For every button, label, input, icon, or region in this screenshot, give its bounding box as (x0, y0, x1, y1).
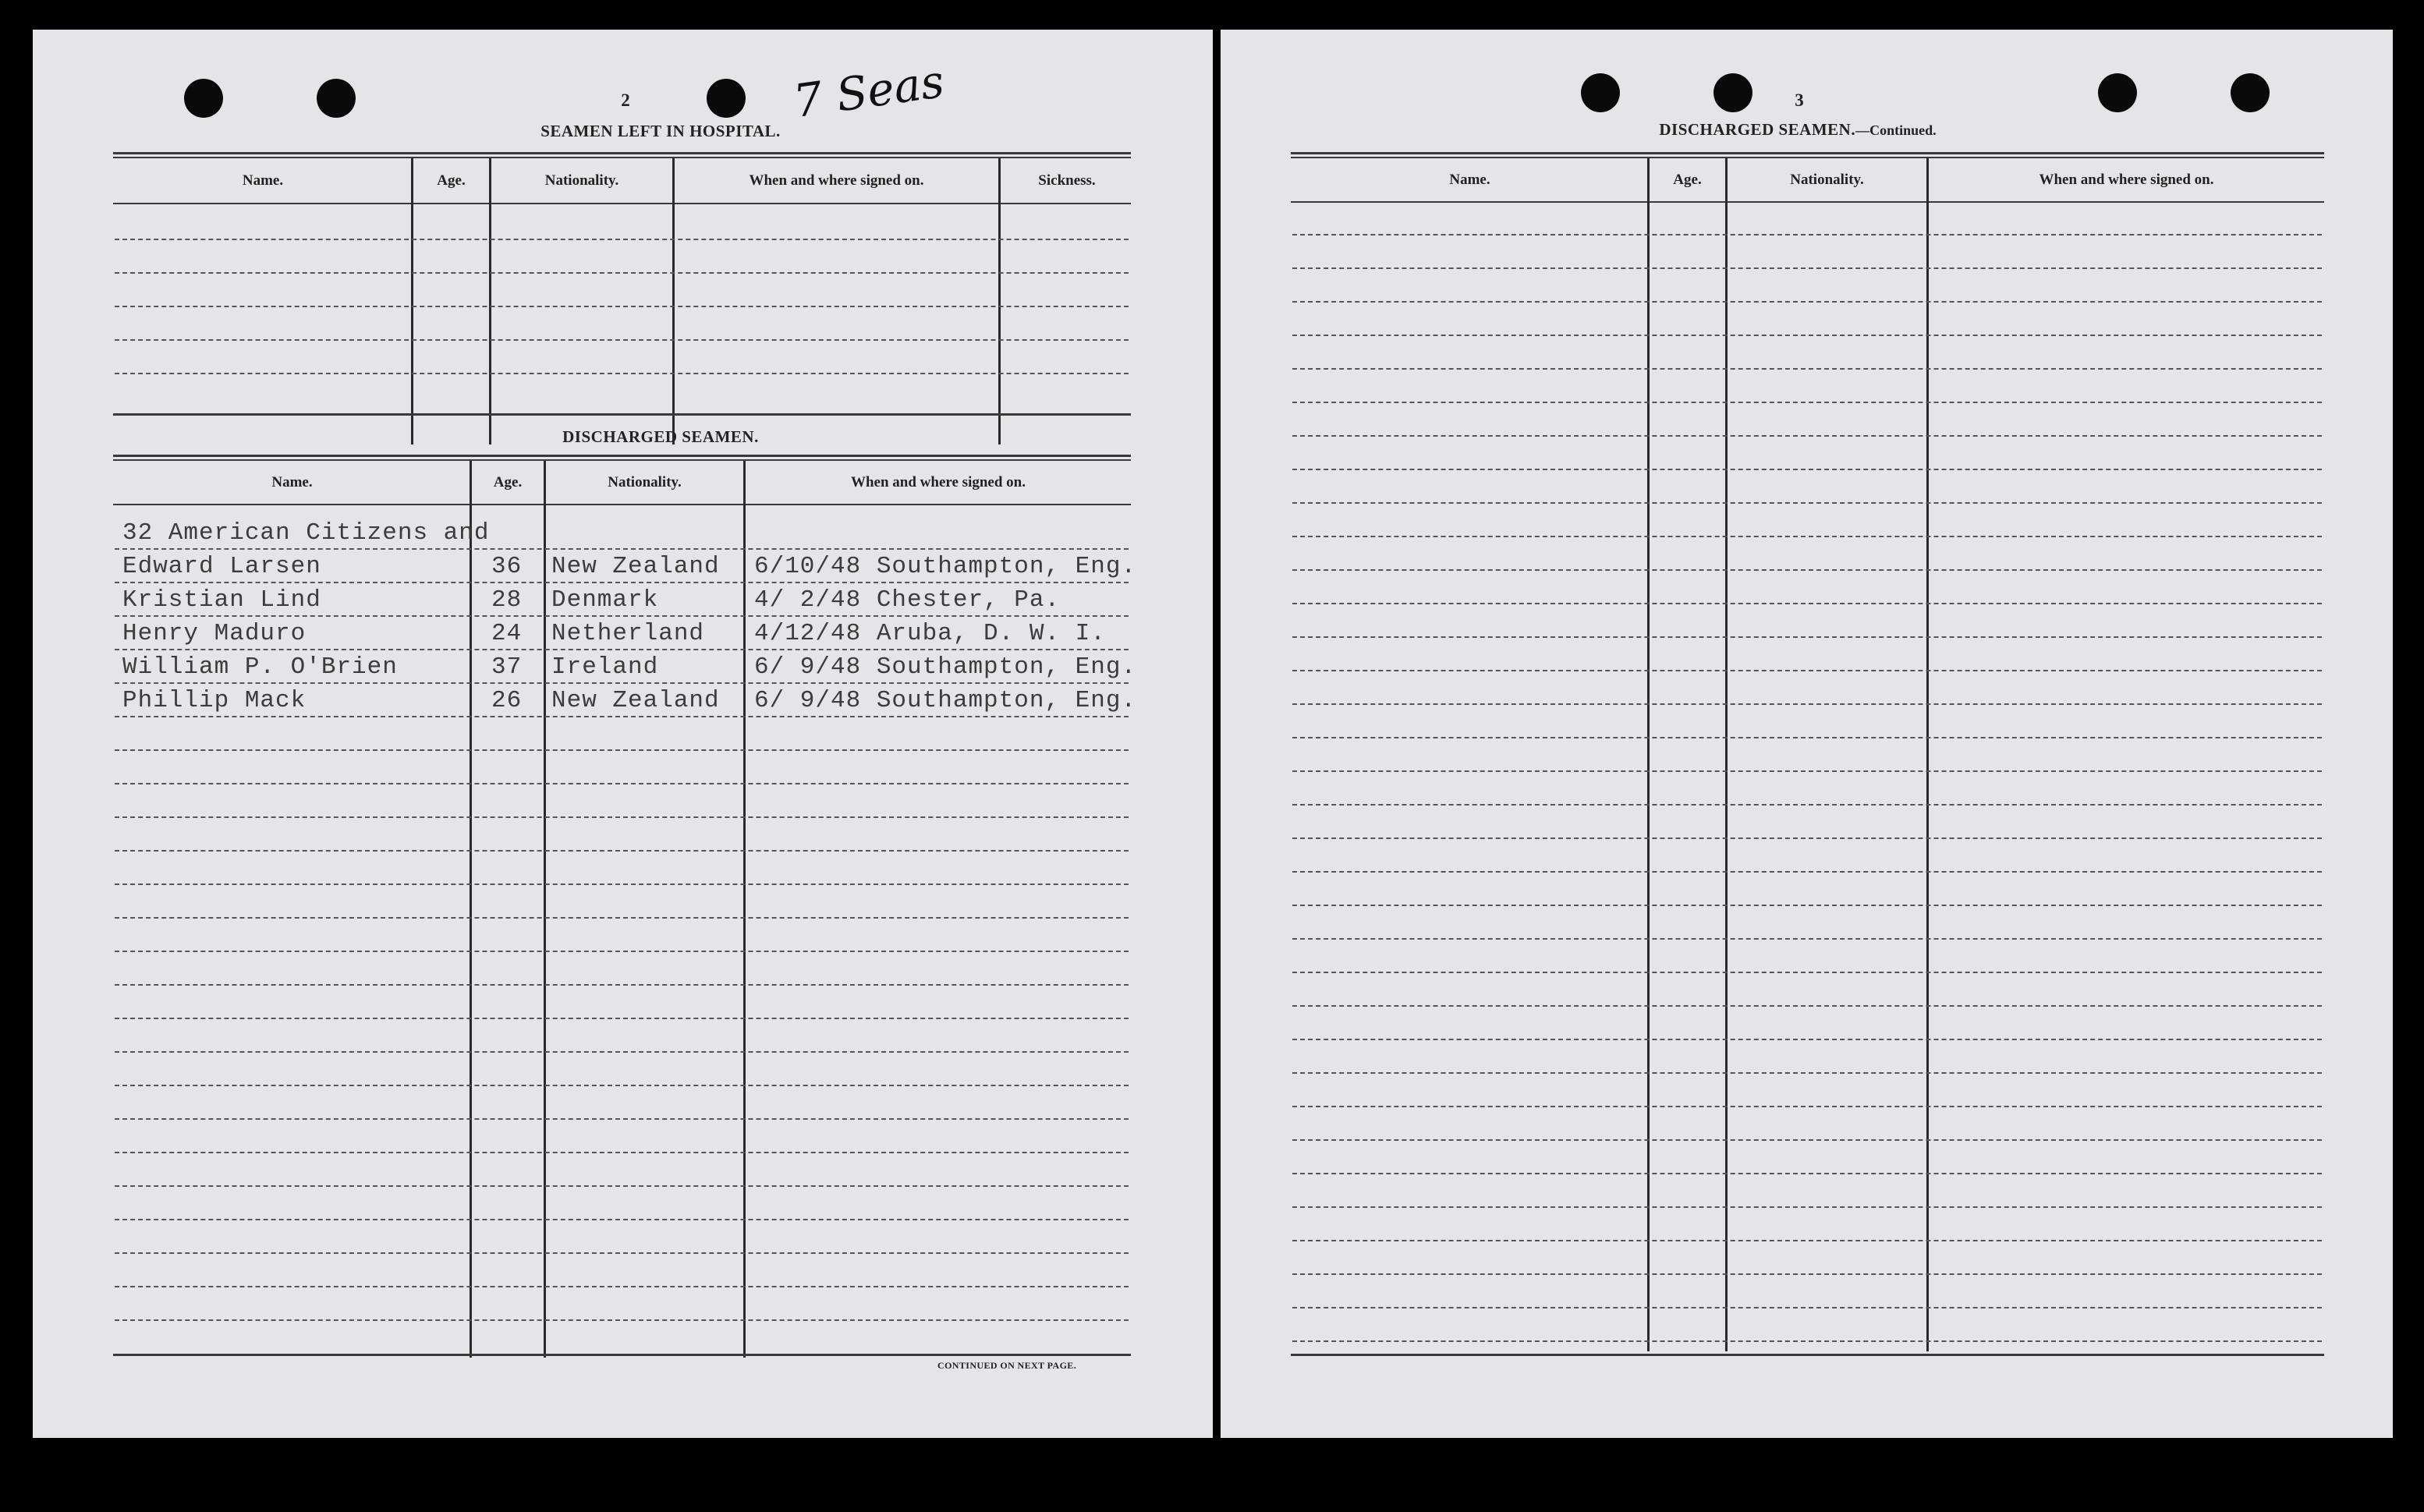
col-header-when-where: When and where signed on. (850, 474, 1026, 490)
ruled-line (1292, 435, 2322, 437)
ruled-line (115, 1152, 1129, 1153)
ruled-line (115, 783, 1129, 784)
rule (113, 459, 1131, 461)
column-divider (411, 158, 413, 444)
row-4-nationality: Ireland (551, 653, 659, 681)
ruled-line (1292, 603, 2322, 604)
ruled-line (1292, 1206, 2322, 1208)
ruled-line (115, 1219, 1129, 1220)
ruled-line (1292, 905, 2322, 906)
ruled-line (115, 339, 1129, 341)
row-5-nationality: New Zealand (551, 687, 720, 714)
column-divider (998, 158, 1001, 444)
rule (1291, 201, 2324, 203)
rule (113, 413, 1131, 416)
ruled-line (1292, 1240, 2322, 1241)
ruled-line (1292, 770, 2322, 772)
ruled-line (115, 951, 1129, 952)
ruled-line (115, 1252, 1129, 1254)
ruled-line (1292, 502, 2322, 504)
ruled-line (115, 548, 1129, 550)
discharged-section-title: DISCHARGED SEAMEN. (562, 427, 759, 446)
ruled-line (115, 615, 1129, 617)
row-2-nationality: Denmark (551, 586, 659, 614)
ruled-line (1292, 703, 2322, 705)
row-3-signed-on: 4/12/48 Aruba, D. W. I. (754, 620, 1106, 647)
ruled-line (115, 582, 1129, 583)
punch-hole (317, 79, 356, 118)
ruled-line (115, 917, 1129, 919)
row-1-age: 36 (491, 553, 523, 580)
row-5-name: Phillip Mack (122, 687, 307, 714)
handwritten-note: 7 Seas (790, 54, 948, 129)
row-4-age: 37 (491, 653, 523, 681)
ruled-line (1292, 1340, 2322, 1342)
column-divider (470, 461, 472, 1358)
row-4-name: William P. O'Brien (122, 653, 398, 681)
ruled-line (1292, 569, 2322, 571)
col-header-name: Name. (242, 172, 284, 189)
row-1-signed-on: 6/10/48 Southampton, Eng. (754, 553, 1137, 580)
ruled-line (1292, 234, 2322, 235)
row-2-age: 28 (491, 586, 523, 614)
rule (1291, 157, 2324, 158)
row-4-signed-on: 6/ 9/48 Southampton, Eng. (754, 653, 1137, 681)
ruled-line (1292, 469, 2322, 470)
ruled-line (115, 682, 1129, 684)
ruled-line (115, 373, 1129, 374)
ruled-line (1292, 1005, 2322, 1007)
row-1-name: Edward Larsen (122, 553, 321, 580)
ruled-line (1292, 301, 2322, 303)
col-header-age: Age. (437, 172, 466, 189)
col-header-sickness: Sickness. (1038, 172, 1096, 189)
rule (113, 152, 1131, 154)
ruled-line (115, 1185, 1129, 1187)
page-number: 2 (621, 90, 630, 110)
ruled-line (1292, 402, 2322, 403)
ruled-line (115, 883, 1129, 885)
discharged-continued-title (1595, 120, 2001, 140)
col-header-when-where: When and where signed on. (2039, 172, 2214, 188)
col-header-when-where: When and where signed on. (749, 172, 924, 189)
ruled-line (115, 1051, 1129, 1053)
row-2-signed-on: 4/ 2/48 Chester, Pa. (754, 586, 1061, 614)
ruled-line (1292, 837, 2322, 839)
ruled-line (1292, 670, 2322, 671)
row-5-signed-on: 6/ 9/48 Southampton, Eng. (754, 687, 1137, 714)
punch-hole (2098, 73, 2137, 112)
ruled-line (1292, 804, 2322, 806)
col-header-nationality: Nationality. (1790, 172, 1864, 188)
title-continued: —Continued. (1855, 122, 1937, 138)
hospital-section-title: SEAMEN LEFT IN HOSPITAL. (540, 122, 781, 140)
ruled-line (1292, 1072, 2322, 1074)
punch-hole (1581, 73, 1620, 112)
continued-note: CONTINUED ON NEXT PAGE. (937, 1360, 1077, 1371)
col-header-nationality: Nationality. (544, 172, 619, 189)
ruled-line (115, 1018, 1129, 1019)
punch-hole (707, 79, 746, 118)
ruled-line (115, 272, 1129, 274)
ruled-line (1292, 1139, 2322, 1141)
row-3-age: 24 (491, 620, 523, 647)
row-0-name: 32 American Citizens and (122, 519, 490, 547)
ruled-line (115, 1319, 1129, 1321)
title-main: DISCHARGED SEAMEN. (1659, 120, 1856, 139)
rule (1291, 1354, 2324, 1356)
rule (1291, 152, 2324, 154)
col-header-name: Name. (1449, 172, 1490, 188)
page-number: 3 (1795, 90, 1804, 110)
col-header-name: Name. (271, 474, 313, 490)
ruled-line (115, 306, 1129, 307)
ruled-line (115, 749, 1129, 751)
ruled-line (115, 1286, 1129, 1287)
ruled-line (115, 716, 1129, 717)
ruled-line (115, 816, 1129, 818)
column-divider (672, 158, 675, 444)
col-header-age: Age. (493, 474, 523, 490)
row-1-nationality: New Zealand (551, 553, 720, 580)
rule (113, 1354, 1131, 1356)
ruled-line (115, 1118, 1129, 1120)
ruled-line (1292, 1106, 2322, 1107)
ruled-line (115, 850, 1129, 852)
ruled-line (115, 984, 1129, 986)
ruled-line (1292, 636, 2322, 638)
punch-hole (184, 79, 223, 118)
rule (113, 203, 1131, 204)
row-2-name: Kristian Lind (122, 586, 321, 614)
ruled-line (1292, 972, 2322, 973)
ruled-line (115, 649, 1129, 650)
ruled-line (115, 239, 1129, 240)
rule (113, 504, 1131, 505)
ruled-line (1292, 335, 2322, 336)
ruled-line (1292, 871, 2322, 873)
ruled-line (1292, 938, 2322, 940)
punch-hole (2231, 73, 2270, 112)
ruled-line (115, 1085, 1129, 1086)
row-3-nationality: Netherland (551, 620, 705, 647)
ruled-line (1292, 737, 2322, 738)
ruled-line (1292, 536, 2322, 537)
row-5-age: 26 (491, 687, 523, 714)
ruled-line (1292, 1173, 2322, 1174)
row-3-name: Henry Maduro (122, 620, 307, 647)
col-header-nationality: Nationality. (608, 474, 682, 490)
ruled-line (1292, 267, 2322, 269)
col-header-age: Age. (1673, 172, 1702, 188)
column-divider (489, 158, 491, 444)
column-divider (743, 461, 746, 1358)
ruled-line (1292, 1039, 2322, 1040)
rule (113, 455, 1131, 457)
right-page (1221, 30, 2393, 1438)
punch-hole (1713, 73, 1752, 112)
left-page (33, 30, 1213, 1438)
ruled-line (1292, 1307, 2322, 1308)
rule (113, 157, 1131, 158)
ruled-line (1292, 368, 2322, 370)
ruled-line (1292, 1273, 2322, 1275)
column-divider (544, 461, 546, 1358)
